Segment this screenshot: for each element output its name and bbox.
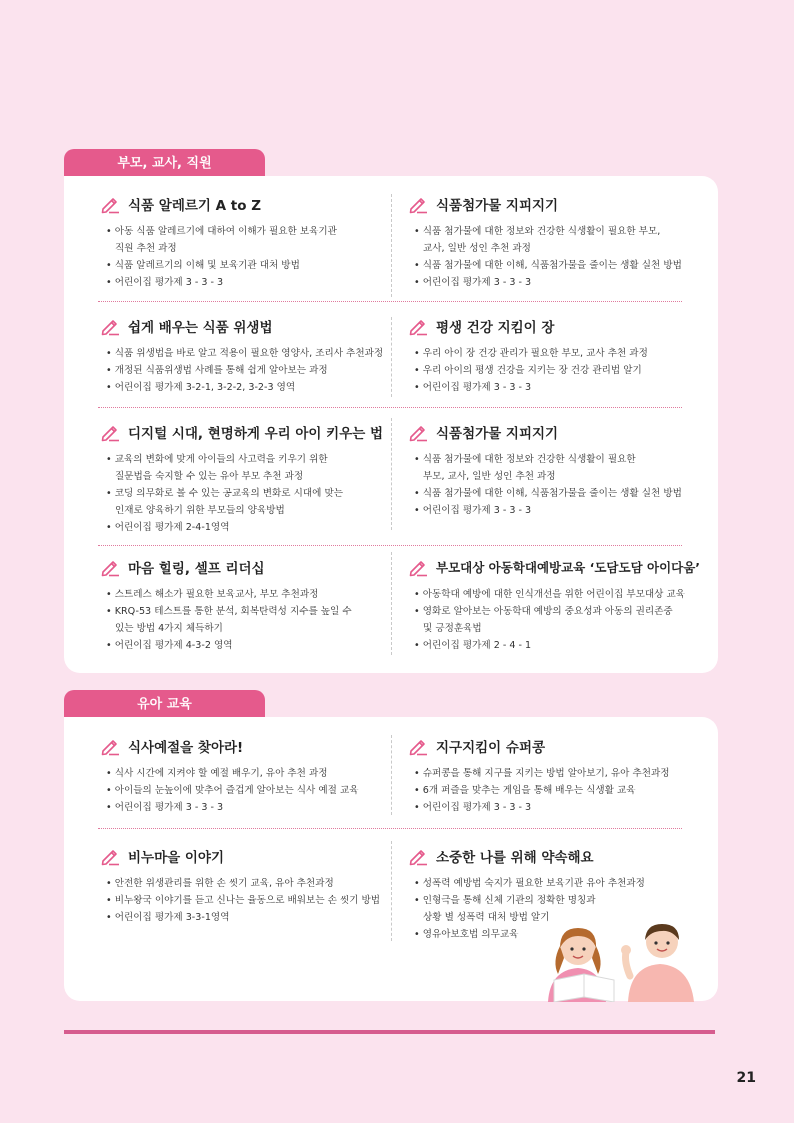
pencil-icon [408,846,428,866]
bullet-item: • 어린이집 평가제 2-4-1영역 [106,519,400,536]
bullet-item: • 식품 첨가물에 대한 정보와 건강한 식생활이 필요한 부모, 교사, 일반 성인 추천 과정 [414,451,698,485]
course-title: 평생 건강 지킴이 장 [436,320,555,336]
bullet-item: • 개정된 식품위생법 사례를 통해 쉽게 알아보는 과정 [106,362,390,379]
pencil-icon [408,557,428,577]
section-tab-parents-teachers: 부모, 교사, 직원 [64,149,265,179]
bullet-item: • 성폭력 예방법 숙지가 필요한 보육기관 유아 추천과정 [414,875,698,892]
course-item [100,845,390,926]
bullet-item: • 인형극을 통해 신체 기관의 정확한 명칭과 상황 별 성폭력 대처 방법 알기 [414,892,698,926]
bullet-item: • 아동학대 예방에 대한 인식개선을 위한 어린이집 부모대상 교육 [414,586,708,603]
course-bullets [408,223,698,291]
bullet-item: • 어린이집 평가제 3-3-1영역 [106,909,390,926]
bullet-item: • 영화로 알아보는 아동학대 예방의 중요성과 아동의 권리존중 및 긍정훈육법 [414,603,708,637]
course-item [100,315,390,396]
row-divider [98,301,682,302]
bullet-item: • 안전한 위생관리를 위한 손 씻기 교육, 유아 추천과정 [106,875,390,892]
course-bullets [408,586,708,654]
pencil-icon [100,736,120,756]
bullet-item: • 어린이집 평가제 3 - 3 - 3 [414,274,698,291]
section-tab-child-education: 유아 교육 [64,690,265,720]
bullet-item: • 교육의 변화에 맞게 아이들의 사고력을 키우기 위한 질문법을 숙지할 수 있는 유아 부모 추천 과정 [106,451,400,485]
column-divider [391,735,392,815]
bullet-item: • 식품 위생법을 바로 알고 적용이 필요한 영양사, 조리사 추천과정 [106,345,390,362]
bullet-item: • 어린이집 평가제 3 - 3 - 3 [414,799,698,816]
bullet-item: • 어린이집 평가제 2 - 4 - 1 [414,637,708,654]
course-title: 식사예절을 찾아라! [128,740,244,756]
bullet-item: • 우리 아이의 평생 건강을 지키는 장 건강 관리법 알기 [414,362,698,379]
course-item [408,193,698,291]
course-bullets [100,586,390,654]
bullet-item: • 식품 첨가물에 대한 이해, 식품첨가물을 줄이는 생활 실천 방법 [414,257,698,274]
pencil-icon [408,736,428,756]
course-title: 부모대상 아동학대예방교육 ‘도담도담 아이다움’ [436,560,701,575]
course-item [100,421,400,536]
course-item [408,556,708,654]
bullet-item: • 코딩 의무화로 볼 수 있는 공교육의 변화로 시대에 맞는 인재로 양육하기 위한 부모들의 양육방법 [106,485,400,519]
bullet-item: • 아동 식품 알레르기에 대하여 이해가 필요한 보육기관 직원 추천 과정 [106,223,390,257]
pencil-icon [100,194,120,214]
course-title: 비누마을 이야기 [128,850,224,866]
bullet-item: • KRQ-53 테스트를 통한 분석, 회복탄력성 지수를 높일 수 있는 방법 4가지 체득하기 [106,603,390,637]
bullet-item: • 어린이집 평가제 3 - 3 - 3 [414,502,698,519]
course-bullets [100,451,400,536]
column-divider [391,194,392,297]
course-title: 지구지킴이 슈퍼콩 [436,740,546,756]
bullet-item: • 어린이집 평가제 3 - 3 - 3 [106,799,390,816]
course-bullets [100,223,390,291]
section-card-parents-teachers [64,176,718,673]
course-title: 식품첨가물 지피지기 [436,198,559,214]
pencil-icon [100,846,120,866]
course-bullets [100,875,390,926]
bullet-item: • 영유아보호법 의무교육 [414,926,698,943]
course-item [408,421,698,519]
row-divider [98,828,682,829]
column-divider [391,317,392,397]
course-item [408,315,698,396]
column-divider [391,841,392,941]
page-number: 21 [736,1070,756,1086]
pencil-icon [100,316,120,336]
column-divider [391,552,392,655]
course-item [100,193,390,291]
course-bullets [100,765,390,816]
pencil-icon [408,316,428,336]
course-bullets [408,451,698,519]
bullet-item: • 우리 아이 장 건강 관리가 필요한 부모, 교사 추천 과정 [414,345,698,362]
row-divider [98,407,682,408]
bullet-item: • 아이들의 눈높이에 맞추어 즐겁게 알아보는 식사 예절 교육 [106,782,390,799]
bullet-item: • 어린이집 평가제 4-3-2 영역 [106,637,390,654]
course-title: 디지털 시대, 현명하게 우리 아이 키우는 법 [128,426,384,442]
pencil-icon [408,422,428,442]
course-title: 식품 알레르기 A to Z [128,198,262,214]
bullet-item: • 스트레스 해소가 필요한 보육교사, 부모 추천과정 [106,586,390,603]
bullet-item: • 식품 첨가물에 대한 정보와 건강한 식생활이 필요한 부모, 교사, 일반 성인 추천 과정 [414,223,698,257]
pencil-icon [100,422,120,442]
bullet-item: • 어린이집 평가제 3-2-1, 3-2-2, 3-2-3 영역 [106,379,390,396]
course-title: 마음 힐링, 셀프 리더십 [128,561,265,577]
bullet-item: • 식사 시간에 지켜야 할 예절 배우기, 유아 추천 과정 [106,765,390,782]
pencil-icon [100,557,120,577]
children-reading-illustration [540,918,702,1002]
course-title: 소중한 나를 위해 약속해요 [436,850,594,866]
bullet-item: • 식품 알레르기의 이해 및 보육기관 대처 방법 [106,257,390,274]
course-item [408,735,698,816]
course-item [100,735,390,816]
pencil-icon [408,194,428,214]
course-title: 쉽게 배우는 식품 위생법 [128,320,273,336]
bullet-item: • 식품 첨가물에 대한 이해, 식품첨가물을 줄이는 생활 실천 방법 [414,485,698,502]
course-bullets [408,345,698,396]
bullet-item: • 어린이집 평가제 3 - 3 - 3 [106,274,390,291]
course-bullets [408,765,698,816]
course-title: 식품첨가물 지피지기 [436,426,559,442]
course-item [100,556,390,654]
bullet-item: • 어린이집 평가제 3 - 3 - 3 [414,379,698,396]
row-divider [98,545,682,546]
bullet-item: • 6개 퍼즐을 맞추는 게임을 통해 배우는 식생활 교육 [414,782,698,799]
footer-divider [64,1030,715,1034]
course-bullets [100,345,390,396]
bullet-item: • 슈퍼콩을 통해 지구를 지키는 방법 알아보기, 유아 추천과정 [414,765,698,782]
bullet-item: • 비누왕국 이야기를 듣고 신나는 율동으로 배워보는 손 씻기 방법 [106,892,390,909]
